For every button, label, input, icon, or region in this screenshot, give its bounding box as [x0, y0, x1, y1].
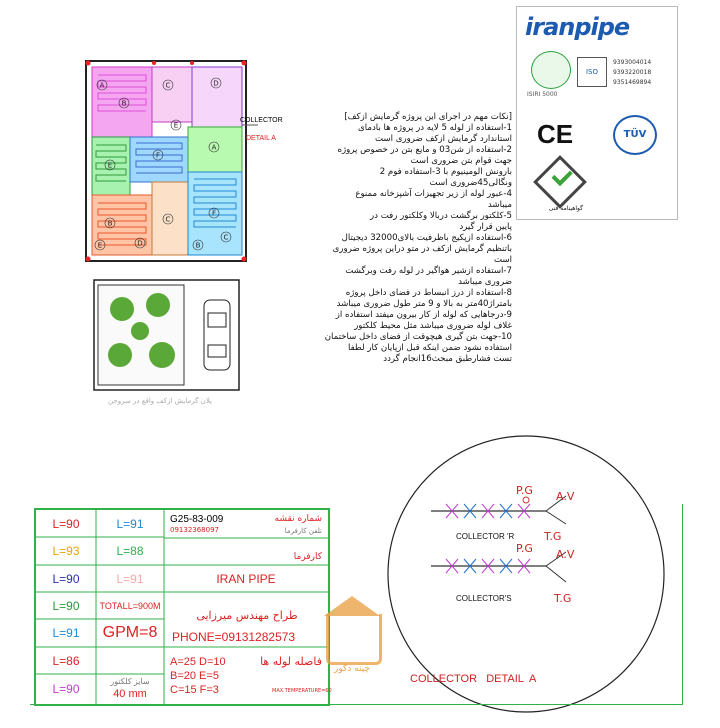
cert-number-3: 9351469894 — [613, 79, 652, 86]
note-line: استاندارد گرمایش ازکف ضروری است — [374, 134, 512, 144]
note-line: جهت قوام بتن ضروری است — [410, 156, 512, 166]
note-line: 4-عبور لوله از زیر تجهیزات آشپزخانه ممنوع — [355, 189, 512, 199]
detail-a-label: DETAIL A — [246, 135, 276, 142]
note-line: تست فشارطبق مبحث16انجام گردد — [383, 354, 512, 364]
note-line: 5-کلکتور برگشت دربالا وکلکتور رفت در — [370, 211, 512, 221]
zone-letter: B — [121, 99, 127, 108]
pipe-distance-label: فاصله لوله ها — [260, 655, 322, 668]
notes-block — [292, 112, 512, 365]
note-line: میباشد — [487, 200, 512, 210]
sheet-border — [30, 504, 683, 705]
floor-plan-drawing — [80, 55, 265, 395]
note-line: 1-استفاده از لوله 5 لایه در پروژه ها بادمای — [358, 123, 512, 133]
note-line: ضروری میباشد — [458, 277, 512, 287]
brand-name: iranpipe — [525, 13, 630, 41]
contractor-phone: 09132368097 — [170, 526, 219, 534]
collector-label: COLLECTOR — [240, 117, 283, 124]
note-line: غلاف لوله ضروری میباشد مثل محیط کلکتور — [354, 321, 512, 331]
note-line: 7-استفاده ازشیر هواگیر در لوله رفت وبرگشت — [345, 266, 512, 276]
zone-letter: F — [211, 209, 217, 218]
isiri-badge: ISO — [577, 57, 607, 87]
collector-size: 40 mm — [113, 688, 147, 700]
zone-letter: E — [97, 241, 103, 250]
note-line: 9-درجاهایی که لوله از کار بیرون میفتد استفاده از — [335, 310, 512, 320]
collector-detail-title: COLLECTOR DETAIL A — [410, 673, 537, 685]
plan-caption: پلان گرمایش ازکف واقع در سروجن — [108, 397, 212, 405]
spacing-be: B=20 E=5 — [170, 670, 219, 682]
collector-r-label: COLLECTOR 'R — [456, 532, 515, 541]
note-line: 2-استفاده از شن03 و مایع بتن در خصوص پروژه — [337, 145, 512, 155]
pg-label-supply: P.G — [516, 542, 533, 555]
note-line: باتنظیم گرمایش ازکف در متو دراین پروژه ضروری — [332, 244, 512, 254]
circuit-length-9: L=88 — [116, 544, 144, 558]
designer-name: طراح مهندس میرزایی — [196, 609, 298, 622]
designer-phone: PHONE=09131282573 — [172, 630, 296, 644]
circuit-length-2: L=93 — [52, 544, 80, 558]
map-number-label: شماره نقشه — [274, 514, 322, 524]
note-line: بارونش الومینیوم با 3-استفاده فوم 2 — [379, 167, 512, 177]
notes-title: [نکات مهم در اجرای این پروژه گرمایش ازکف] — [344, 112, 512, 122]
tuv-badge-icon: TÜV — [613, 115, 657, 155]
pg-label-return: P.G — [516, 484, 533, 497]
standard-badge — [531, 51, 571, 89]
cert-number-1: 9393004014 — [613, 59, 652, 66]
cert-number-2: 9393220018 — [613, 69, 652, 76]
note-line: استفاده نشود ضمن اینکه قبل ازپایان کار لطفا — [347, 343, 512, 353]
company-name: IRAN PIPE — [216, 571, 276, 586]
circuit-length-7: L=90 — [52, 682, 80, 696]
note-line: پایین قرار گیرد — [459, 222, 512, 232]
collector-size-label: سایز کلکتور — [110, 676, 150, 686]
map-number: G25-83-009 — [170, 514, 224, 525]
zone-letter: E — [173, 121, 179, 130]
av-label-return: A.V — [556, 490, 575, 503]
employer-label: کارفرما — [293, 552, 322, 562]
zone-letter: A — [211, 143, 217, 152]
zone-letter: C — [165, 81, 171, 90]
circuit-length-5: L=91 — [52, 626, 80, 640]
note-line: 8-استفاده از درز انبساط در فضای داخل پروژه — [345, 288, 512, 298]
floor-plan — [80, 55, 283, 395]
tg-label-supply: T.G — [554, 592, 572, 605]
iranpipe-logo — [525, 13, 665, 47]
max-temperature: MAX.TEMPERATURE=60 — [272, 688, 332, 694]
zone-letter: C — [165, 215, 171, 224]
zone-letter: D — [213, 79, 219, 88]
badge-caption: ISIRI 5000 — [527, 91, 558, 98]
zone-letter: F — [155, 151, 161, 160]
tg-label-return: T.G — [544, 530, 562, 543]
zone-letter: E — [107, 161, 113, 170]
spacing-ad: A=25 D=10 — [170, 656, 226, 668]
zone-letter: D — [137, 239, 143, 248]
zone-letter: B — [107, 219, 113, 228]
zone-letter: A — [99, 81, 105, 90]
logo-panel — [516, 6, 678, 220]
contractor-phone-label: تلفن کارفرما — [284, 527, 322, 535]
watermark-text: چینه دکور — [334, 664, 370, 674]
spacing-cf: C=15 F=3 — [170, 684, 219, 696]
circuit-length-10: L=91 — [116, 571, 144, 586]
note-line: ونگالی45ضروری است — [429, 178, 512, 188]
circuit-length-3: L=90 — [52, 571, 80, 586]
note-line: است — [493, 255, 512, 265]
note-line: بامتراژ40متر به بالا و 9 متر طول ضروری میباشد — [336, 299, 512, 309]
zone-letter: C — [223, 233, 229, 242]
circuit-length-4: L=90 — [52, 598, 80, 613]
ce-mark-icon: CE — [537, 119, 574, 149]
note-line: 10-جهت بتن گیری هیچوقت از فضای داخل ساختمان — [324, 332, 512, 342]
badge-bottom-caption: گواهینامه فنی — [548, 205, 583, 212]
note-line: 6-استفاده ازپکیج باظرفیت بالای32000 دیجیتال — [341, 233, 512, 243]
zone-letter: B — [195, 241, 201, 250]
technical-cert-icon — [533, 155, 587, 209]
collector-s-label: COLLECTOR'S — [456, 594, 512, 603]
circuit-length-1: L=90 — [52, 516, 80, 531]
av-label-supply: A.V — [556, 548, 575, 561]
total-length: TOTALL=900M — [99, 600, 161, 611]
gpm-value: GPM=8 — [102, 624, 158, 641]
circuit-length-8: L=91 — [116, 516, 144, 531]
circuit-length-6: L=86 — [52, 653, 80, 668]
